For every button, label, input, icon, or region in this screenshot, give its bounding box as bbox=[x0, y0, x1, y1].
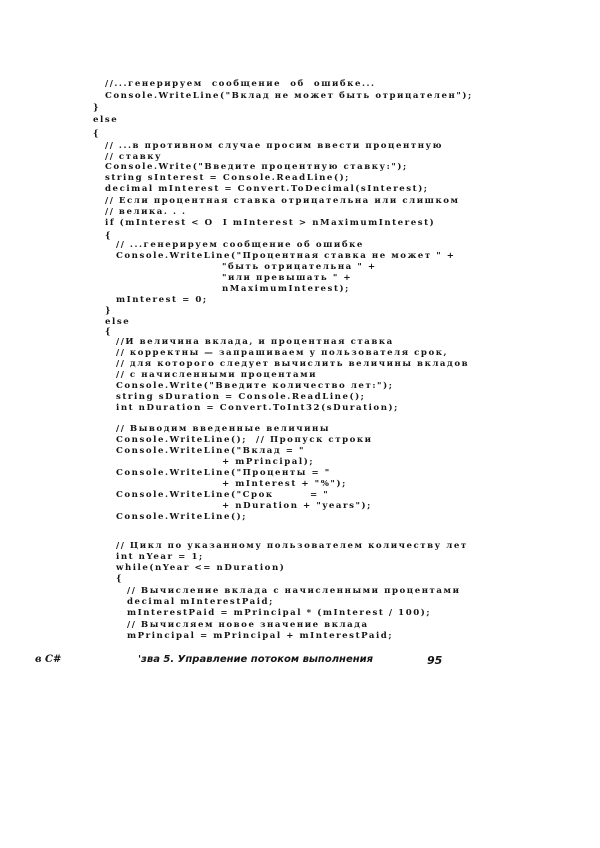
code-line: { bbox=[93, 129, 101, 139]
code-line: Console.WriteLine("Вклад не может быть отрицателен"); bbox=[105, 91, 473, 101]
code-line: Console.Write("Введите процентную ставку:"); bbox=[105, 162, 408, 172]
code-line: decimal mInterestPaid; bbox=[127, 597, 274, 607]
code-line: + mInterest + "%"); bbox=[222, 479, 347, 489]
code-line: nMaximumInterest); bbox=[222, 284, 350, 294]
code-line: int nYear = 1; bbox=[116, 552, 204, 562]
code-line: // ...в противном случае просим ввести процентную bbox=[105, 141, 443, 151]
code-line: // Вычисляем новое значение вклада bbox=[127, 620, 369, 630]
code-line: // корректны — запрашиваем у пользователя срок, bbox=[116, 348, 449, 358]
code-line: int nDuration = Convert.ToInt32(sDuration); bbox=[116, 403, 399, 413]
code-line: //...генерируем сообщение об ошибке... bbox=[105, 79, 376, 89]
code-line: if (mInterest < O I mInterest > nMaximumInterest) bbox=[105, 218, 436, 228]
code-line: // велика. . . bbox=[105, 207, 187, 217]
code-line: Console.WriteLine(); // Пропуск строки bbox=[116, 435, 373, 445]
code-line: while(nYear <= nDuration) bbox=[116, 563, 286, 573]
code-line: Console.WriteLine("Процентная ставка не может " + bbox=[116, 251, 456, 261]
code-line: mInterestPaid = mPrincipal * (mInterest / 100); bbox=[127, 608, 432, 618]
code-line: "быть отрицательна " + bbox=[222, 262, 377, 272]
code-line: Console.Write("Введите количество лет:"); bbox=[116, 381, 394, 391]
page-number: 95 bbox=[427, 654, 443, 667]
code-line: Console.WriteLine("Проценты = " bbox=[116, 468, 331, 478]
code-line: Console.WriteLine("Срок = " bbox=[116, 490, 330, 500]
code-line: // ставку bbox=[105, 152, 163, 162]
code-line: else bbox=[93, 115, 119, 125]
code-line: // Цикл по указанному пользователем количеству лет bbox=[116, 541, 468, 551]
code-line: // ...генерируем сообщение об ошибке bbox=[116, 240, 364, 250]
code-line: { bbox=[116, 574, 124, 584]
footer-book-title: в C# bbox=[35, 654, 62, 665]
code-line: Console.WriteLine(); bbox=[116, 512, 247, 522]
code-line: mPrincipal = mPrincipal + mInterestPaid; bbox=[127, 631, 394, 641]
code-line: // Если процентная ставка отрицательна или слишком bbox=[105, 196, 460, 206]
code-line: // с начисленными процентами bbox=[116, 370, 318, 380]
code-line: mInterest = 0; bbox=[116, 295, 208, 305]
code-line: } bbox=[93, 103, 101, 113]
footer-chapter-title: 'зва 5. Управление потоком выполнения bbox=[138, 654, 374, 665]
code-line: + nDuration + "years"); bbox=[222, 501, 372, 511]
code-line: } bbox=[105, 306, 113, 316]
code-line: { bbox=[105, 327, 113, 337]
code-line: + mPrincipal); bbox=[222, 457, 315, 467]
code-line: // Вычисление вклада с начисленными процентами bbox=[127, 586, 461, 596]
code-line: decimal mInterest = Convert.ToDecimal(sInterest); bbox=[105, 184, 429, 194]
code-line: string sDuration = Console.ReadLine(); bbox=[116, 392, 366, 402]
code-line: else bbox=[105, 317, 131, 327]
code-line: "или превышать " + bbox=[222, 273, 353, 283]
code-line: string sInterest = Console.ReadLine(); bbox=[105, 173, 350, 183]
code-line: // для которого следует вычислить величины вкладов bbox=[116, 359, 470, 369]
code-line: // Выводим введенные величины bbox=[116, 424, 331, 434]
page-footer bbox=[0, 654, 600, 670]
code-line: { bbox=[105, 231, 113, 241]
code-line: //И величина вклада, и процентная ставка bbox=[116, 337, 394, 347]
code-line: Console.WriteLine("Вклад = " bbox=[116, 446, 306, 456]
